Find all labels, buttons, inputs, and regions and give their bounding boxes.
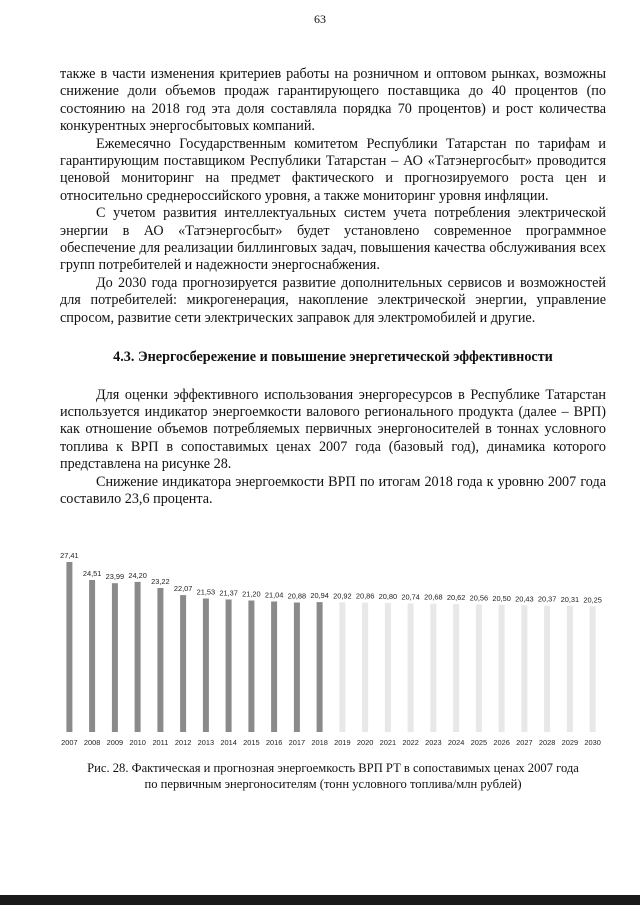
bar-2016 (271, 602, 277, 733)
x-tick-2025: 2025 (470, 738, 488, 747)
energy-intensity-chart (58, 542, 604, 752)
paragraph: С учетом развития интеллектуальных систем учета потребления электрической энергии в АО «Татэнергосбыт» будет установлено современное программное обеспечение для реализации биллинговых задач, повышения качества обслуживания всех групп потребителей и надежности энергоснабжения. (60, 205, 606, 274)
x-tick-2018: 2018 (311, 738, 328, 747)
x-tick-2021: 2021 (379, 738, 397, 747)
data-label-2030: 20,25 (583, 595, 602, 605)
page-number: 63 (314, 12, 326, 26)
bar-2008 (89, 580, 95, 732)
x-tick-2022: 2022 (402, 738, 419, 747)
bar-2012 (180, 595, 186, 732)
bar-2007 (66, 562, 72, 732)
x-tick-2023: 2023 (425, 738, 442, 747)
x-tick-2026: 2026 (493, 738, 510, 747)
data-label-2009: 23,99 (105, 572, 125, 582)
section-heading: 4.3. Энергосбережение и повышение энергетической эффективности (113, 349, 553, 366)
x-tick-2009: 2009 (106, 738, 124, 747)
x-tick-2029: 2029 (561, 738, 579, 747)
data-label-2024: 20,62 (446, 593, 466, 603)
data-label-2028: 20,37 (537, 594, 557, 604)
bar-2015 (248, 601, 254, 733)
x-tick-2024: 2024 (447, 738, 465, 747)
caption-line: Рис. 28. Фактическая и прогнозная энергоемкость ВРП РТ в сопоставимых ценах 2007 года (87, 761, 579, 775)
data-label-2023: 20,68 (424, 592, 443, 602)
data-label-2013: 21,53 (196, 587, 216, 597)
data-label-2011: 23,22 (151, 577, 170, 586)
bar-2019 (339, 602, 345, 732)
bar-2028 (544, 606, 550, 732)
data-label-2027: 20,43 (515, 594, 534, 604)
x-tick-2017: 2017 (288, 738, 306, 747)
x-tick-2014: 2014 (220, 738, 237, 747)
x-tick-2011: 2011 (152, 738, 169, 747)
bar-2018 (317, 602, 323, 732)
x-tick-2028: 2028 (538, 738, 556, 747)
data-label-2029: 20,31 (560, 595, 580, 604)
x-tick-2016: 2016 (265, 738, 283, 747)
bar-2023 (430, 604, 436, 732)
paragraph: Для оценки эффективного использования энергоресурсов в Республике Татарстан используется индикатор энергоемкости валового регионального продукта (далее – ВРП) как отношение объемов потребляемых первичных энергоносителей в тоннах условного топлива к ВРП в сопоставимых ценах 2007 года (базовый год), динамика которого представлена на рисунке 28. (60, 386, 606, 473)
paragraph: также в части изменения критериев работы на розничном и оптовом рынках, возможны снижение доли объемов продаж гарантирующего поставщика до 40 процентов (по состоянию на 2018 год эта доля составляла порядка 70 процентов) и рост количества конкурентных энергосбытовых компаний. (60, 66, 606, 135)
bar-2013 (203, 599, 209, 733)
figure-caption (60, 760, 606, 792)
data-label-2018: 20,94 (310, 591, 329, 601)
bar-2021 (385, 603, 391, 732)
x-tick-2007: 2007 (61, 738, 78, 747)
bar-2024 (453, 604, 459, 732)
bar-2020 (362, 603, 368, 732)
data-label-2026: 20,50 (492, 593, 511, 603)
bar-2011 (157, 588, 163, 732)
data-label-2019: 20,92 (333, 591, 352, 601)
data-label-2012: 22,07 (173, 584, 193, 594)
data-label-2010: 24,20 (128, 570, 147, 580)
bar-2027 (521, 605, 527, 732)
body-text (60, 66, 606, 508)
data-label-2021: 20,80 (378, 592, 398, 601)
data-label-2007: 27,41 (60, 551, 79, 560)
x-tick-2027: 2027 (516, 738, 533, 747)
data-label-2022: 20,74 (401, 592, 420, 602)
bar-2025 (476, 605, 482, 733)
bar-2017 (294, 603, 300, 733)
bar-2010 (135, 582, 141, 732)
paragraph: До 2030 года прогнозируется развитие дополнительных сервисов и возможностей для потребителей: микрогенерация, накопление электрической энергии, управление спросом, развитие сети электрических заправок для электромобилей и другие. (60, 274, 606, 326)
paragraph: Снижение индикатора энергоемкости ВРП по итогам 2018 года к уровню 2007 года составило 23,6 процента. (60, 473, 606, 507)
bar-2022 (408, 603, 414, 732)
caption-line: по первичным энергоносителям (тонн условного топлива/млн рублей) (144, 777, 522, 791)
data-label-2017: 20,88 (287, 591, 307, 601)
bar-2014 (226, 600, 232, 733)
bar-2009 (112, 583, 118, 732)
paragraph: Ежемесячно Государственным комитетом Республики Татарстан по тарифам и гарантирующим поставщиком Республики Татарстан – АО «Татэнергосбыт» проводится ценовой мониторинг на предмет фактического и прогнозируемого роста цен и относительно среднероссийского уровня, а также мониторинг уровня инфляции. (60, 135, 606, 204)
x-tick-2010: 2010 (129, 738, 146, 747)
scan-edge (0, 895, 640, 905)
bar-2030 (590, 606, 596, 732)
x-tick-2015: 2015 (243, 738, 260, 747)
data-label-2014: 21,37 (219, 588, 238, 598)
data-label-2015: 21,20 (242, 589, 261, 599)
data-label-2016: 21,04 (264, 590, 284, 600)
x-tick-2012: 2012 (174, 738, 192, 747)
x-tick-2008: 2008 (83, 738, 101, 747)
x-tick-2030: 2030 (584, 738, 601, 747)
data-label-2020: 20,86 (355, 591, 375, 601)
bar-2029 (567, 606, 573, 732)
x-tick-2019: 2019 (334, 738, 351, 747)
x-tick-2013: 2013 (197, 738, 215, 747)
x-tick-2020: 2020 (356, 738, 374, 747)
bar-2026 (499, 605, 505, 732)
data-label-2025: 20,56 (469, 593, 489, 603)
data-label-2008: 24,51 (82, 569, 102, 578)
